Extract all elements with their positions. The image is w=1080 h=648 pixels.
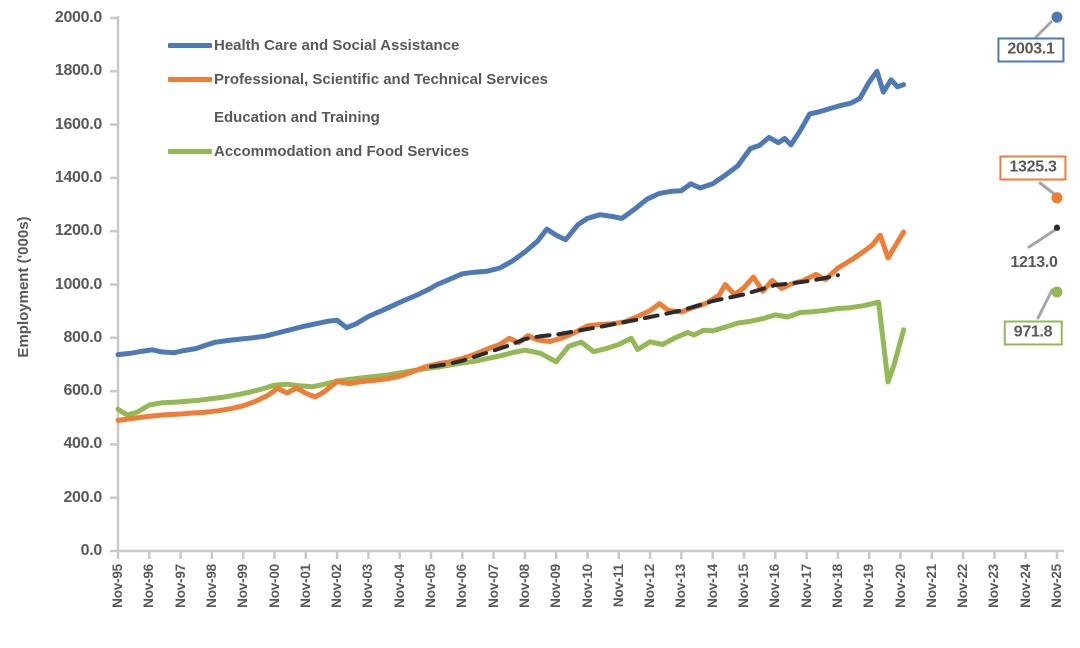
x-tick-label: Nov-98 — [203, 564, 219, 608]
y-tick-label: 1400.0 — [54, 168, 102, 186]
x-tick-label: Nov-18 — [829, 564, 845, 608]
legend-item-professional — [168, 70, 548, 88]
legend-item-education — [168, 108, 380, 126]
x-tick-label: Nov-97 — [172, 564, 188, 608]
x-tick-label: Nov-25 — [1049, 564, 1064, 608]
x-tick-label: Nov-99 — [235, 564, 251, 608]
x-tick-label: Nov-22 — [955, 564, 971, 608]
x-tick-label: Nov-04 — [391, 564, 407, 608]
series-line-3 — [118, 302, 904, 415]
y-tick-label: 1200.0 — [54, 222, 102, 240]
x-tick-label: Nov-17 — [798, 564, 814, 608]
x-tick-label: Nov-15 — [736, 564, 751, 608]
y-tick-label: 200.0 — [63, 488, 102, 506]
x-tick-label: Nov-10 — [579, 564, 595, 608]
x-tick-label: Nov-09 — [548, 564, 564, 608]
end-point-marker — [1052, 287, 1063, 298]
x-tick-label: Nov-11 — [610, 564, 626, 608]
y-tick-label: 1800.0 — [54, 62, 102, 80]
callout-leader-line — [1040, 183, 1053, 193]
x-tick-label: Nov-95 — [110, 564, 125, 608]
data-label-health-care-2025: 2003.1 — [997, 38, 1064, 63]
x-tick-label: Nov-16 — [767, 564, 783, 608]
legend-label: Accommodation and Food Services — [214, 142, 470, 160]
x-tick-label: Nov-00 — [266, 564, 282, 608]
legend-label: Professional, Scientific and Technical Services — [214, 70, 549, 88]
callout-leader-line — [1036, 22, 1051, 37]
y-tick-label: 800.0 — [63, 328, 102, 346]
x-tick-label: Nov-13 — [673, 564, 689, 608]
callout-leader-line — [1038, 290, 1052, 318]
x-tick-label: Nov-03 — [360, 564, 376, 608]
data-label-accommodation-2025: 971.8 — [1004, 321, 1063, 346]
series-line-2 — [431, 275, 838, 366]
data-label-education-2025: 1213.0 — [1010, 254, 1058, 271]
x-tick-label: Nov-21 — [923, 564, 939, 608]
y-axis-title: Employment ('000s) — [15, 216, 32, 358]
data-label-professional-2025: 1325.3 — [999, 156, 1066, 181]
x-tick-label: Nov-06 — [454, 564, 470, 608]
end-point-marker — [1054, 225, 1060, 231]
x-tick-label: Nov-07 — [485, 564, 501, 608]
x-tick-label: Nov-23 — [986, 564, 1002, 608]
end-point-marker — [1052, 12, 1063, 23]
y-tick-label: 400.0 — [63, 435, 102, 453]
callout-leader-line — [1029, 230, 1055, 247]
x-tick-label: Nov-20 — [892, 564, 908, 608]
x-tick-label: Nov-02 — [329, 564, 345, 608]
legend-item-accommodation — [168, 142, 469, 160]
legend-swatch-accommodation-line — [168, 149, 212, 154]
x-tick-label: Nov-24 — [1017, 564, 1033, 608]
legend-item-health-care — [168, 36, 459, 54]
legend-swatch-education-none — [168, 115, 212, 120]
x-tick-label: Nov-08 — [516, 564, 532, 608]
legend-swatch-health-care-line — [168, 43, 212, 48]
y-tick-label: 0.0 — [80, 542, 102, 559]
x-tick-label: Nov-14 — [704, 564, 720, 608]
x-tick-label: Nov-19 — [861, 564, 877, 608]
legend-label: Health Care and Social Assistance — [214, 36, 460, 54]
x-tick-label: Nov-96 — [141, 564, 157, 608]
y-tick-label: 2000.0 — [54, 9, 102, 26]
legend-label: Education and Training — [214, 108, 380, 126]
end-point-marker — [1052, 192, 1063, 203]
y-tick-label: 600.0 — [63, 382, 102, 400]
x-tick-label: Nov-01 — [297, 564, 313, 608]
y-tick-label: 1000.0 — [54, 275, 102, 293]
y-tick-label: 1600.0 — [54, 115, 102, 133]
x-tick-label: Nov-05 — [423, 564, 438, 608]
x-tick-label: Nov-12 — [642, 564, 658, 608]
legend-swatch-professional-line — [168, 77, 212, 82]
